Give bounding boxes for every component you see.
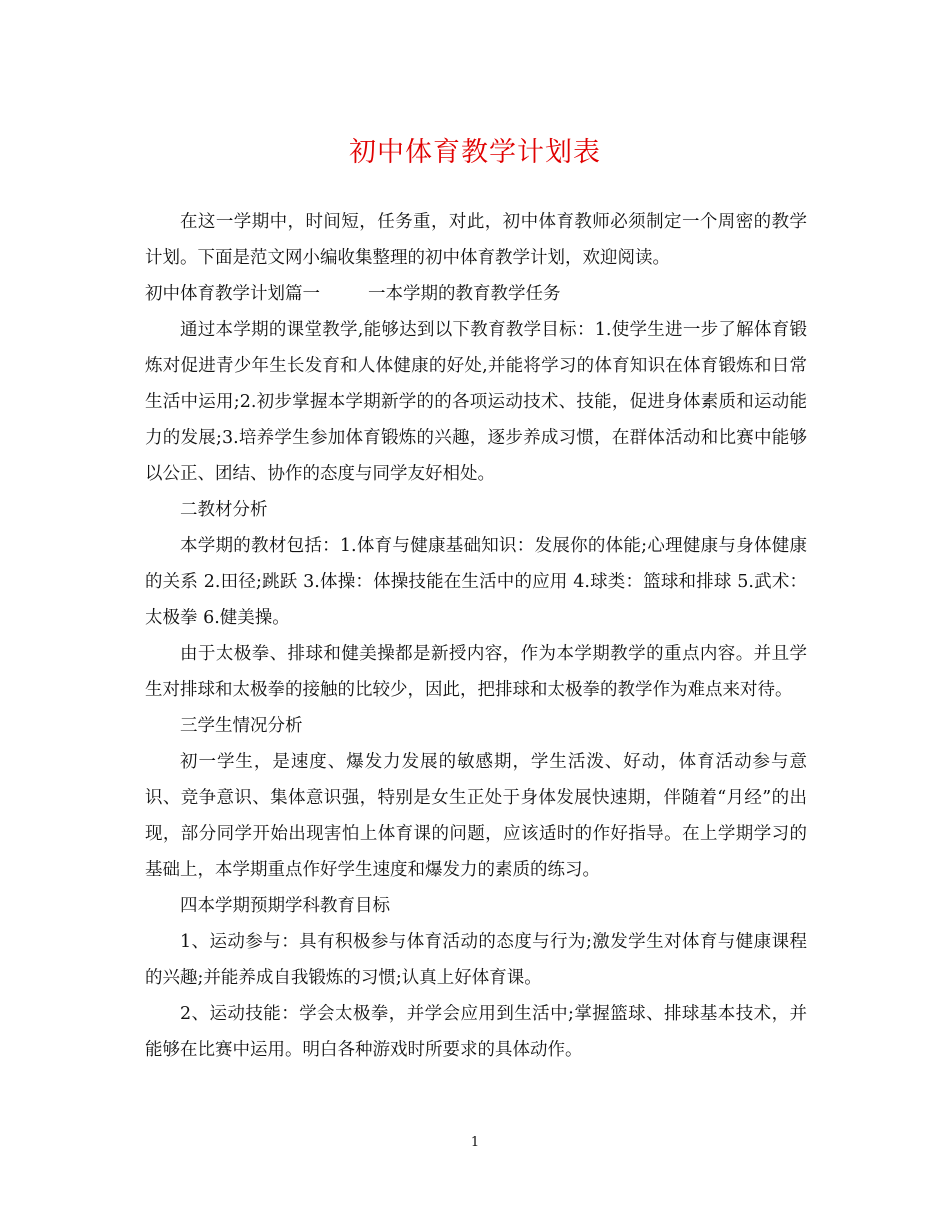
document-title: 初中体育教学计划表 <box>349 137 601 168</box>
section1-heading: 一本学期的教育教学任务 <box>368 284 561 304</box>
section-label: 初中体育教学计划篇一 <box>145 284 320 304</box>
section3-heading: 三学生情况分析 <box>180 716 303 736</box>
section2-heading: 二教材分析 <box>180 500 268 520</box>
section3-paragraph: 初一学生，是速度、爆发力发展的敏感期，学生活泼、好动，体育活动参与意识、竞争意识、集体意识强，特别是女生正处于身体发展快速期，伴随着“月经”的出现，部分同学开始出现害怕上体育课的问题，应该适时的作好指导。在上学期学习的基础上，本学期重点作好学生速度和爆发力的素质的练习。 <box>145 752 807 880</box>
section4-heading: 四本学期预期学科教育目标 <box>180 896 390 916</box>
section-label-line <box>145 276 807 312</box>
section1-paragraph: 通过本学期的课堂教学,能够达到以下教育教学目标：1.使学生进一步了解体育锻炼对促进青少年生长发育和人体健康的好处,并能将学习的体育知识在体育锻炼和日常生活中运用;2.初步掌握本学期新学的的各项运动技术、技能，促进身体素质和运动能力的发展;3.培养学生参加体育锻炼的兴趣，逐步养成习惯，在群体活动和比赛中能够以公正、团结、协作的态度与同学友好相处。 <box>145 320 807 484</box>
page-number: 1 <box>470 1135 480 1150</box>
section4-item-2: 2、运动技能：学会太极拳，并学会应用到生活中;掌握篮球、排球基本技术，并能够在比赛中运用。明白各种游戏时所要求的具体动作。 <box>145 1004 807 1060</box>
intro-paragraph: 在这一学期中，时间短，任务重，对此，初中体育教师必须制定一个周密的教学计划。下面是范文网小编收集整理的初中体育教学计划，欢迎阅读。 <box>145 212 807 268</box>
section2-paragraph-2: 由于太极拳、排球和健美操都是新授内容，作为本学期教学的重点内容。并且学生对排球和太极拳的接触的比较少，因此，把排球和太极拳的教学作为难点来对待。 <box>145 644 807 700</box>
document-body <box>145 204 807 1068</box>
section4-item-1: 1、运动参与：具有积极参与体育活动的态度与行为;激发学生对体育与健康课程的兴趣;并能养成自我锻炼的习惯;认真上好体育课。 <box>145 932 807 988</box>
section2-paragraph-1: 本学期的教材包括：1.体育与健康基础知识：发展你的体能;心理健康与身体健康的关系 2.田径;跳跃 3.体操：体操技能在生活中的应用 4.球类：篮球和排球 5.武术：太极拳 6.健美操。 <box>145 536 807 628</box>
